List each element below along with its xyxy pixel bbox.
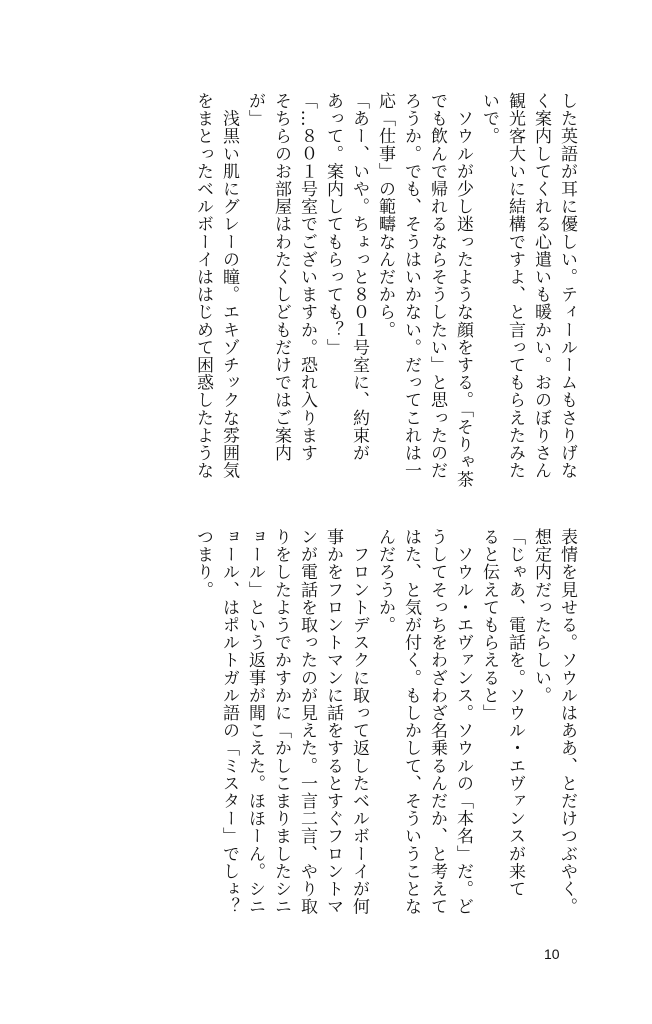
text-line: ろうか。でも、そうはいかない。だってこれは一: [401, 92, 421, 480]
text-line: ョール、はポルトガル語の「ミスター」でしょ？: [219, 528, 239, 916]
text-line: した英語が耳に優しい。ティールームもさりげな: [557, 92, 577, 480]
text-line: んだろうか。: [375, 528, 395, 634]
text-line: そちらのお部屋はわたくしどもだけではご案内: [271, 92, 291, 462]
text-line: でも飲んで帰れるならそうしたい」と思ったのだ: [427, 92, 447, 480]
text-line: フロントデスクに取って返したベルボーイが何: [349, 528, 369, 916]
text-line: 事かをフロントマンに話をするとすぐフロントマ: [323, 528, 343, 916]
text-line: ソウル・エヴァンス。ソウルの「本名」だ。ど: [453, 528, 473, 916]
page-number: 10: [544, 946, 560, 962]
text-line: ると伝えてもらえると」: [479, 528, 499, 722]
text-line: 応「仕事」の範疇なんだから。: [375, 92, 395, 339]
text-line: 表情を見せる。ソウルはああ、とだけつぶやく。: [557, 528, 577, 916]
text-line: をまとったベルボーイははじめて困惑したような: [193, 92, 213, 480]
text-line: つまり。: [193, 528, 213, 599]
text-line: いで。: [479, 92, 499, 145]
text-line: ソウルが少し迷ったような顔をする。「そりゃ茶: [453, 92, 473, 489]
text-line: ョール」という返事が聞こえた。ほほーん。シニ: [245, 528, 265, 916]
text-line: 想定内だったらしい。: [531, 528, 551, 704]
lower-text-block: [128, 528, 580, 932]
text-line: 「じゃあ、電話を。ソウル・エヴァンスが来て: [505, 528, 525, 898]
text-line: うしてそっちをわざわざ名乗るんだか、と考えて: [427, 528, 447, 916]
text-line: 「あー、いや。ちょっと８０１号室に、約束が: [349, 92, 369, 462]
text-line: が」: [245, 92, 265, 128]
text-line: 「…８０１号室でございますか。恐れ入ります: [297, 92, 317, 462]
text-line: ンが電話を取ったのが見えた。一言二言、やり取: [297, 528, 317, 916]
text-line: りをしたようでかすかに「かしこまりましたシニ: [271, 528, 291, 916]
text-line: 観光客大いに結構ですよ、と言ってもらえたみた: [505, 92, 525, 480]
text-line: 浅黒い肌にグレーの瞳。エキゾチックな雰囲気: [219, 92, 239, 480]
text-line: はた、と気が付く。もしかして、そういうことな: [401, 528, 421, 916]
upper-text-block: [128, 92, 580, 496]
text-line: あって。案内してもらっても？」: [323, 92, 343, 356]
text-line: く案内してくれる心遣いも暖かい。おのぼりさん: [531, 92, 551, 480]
